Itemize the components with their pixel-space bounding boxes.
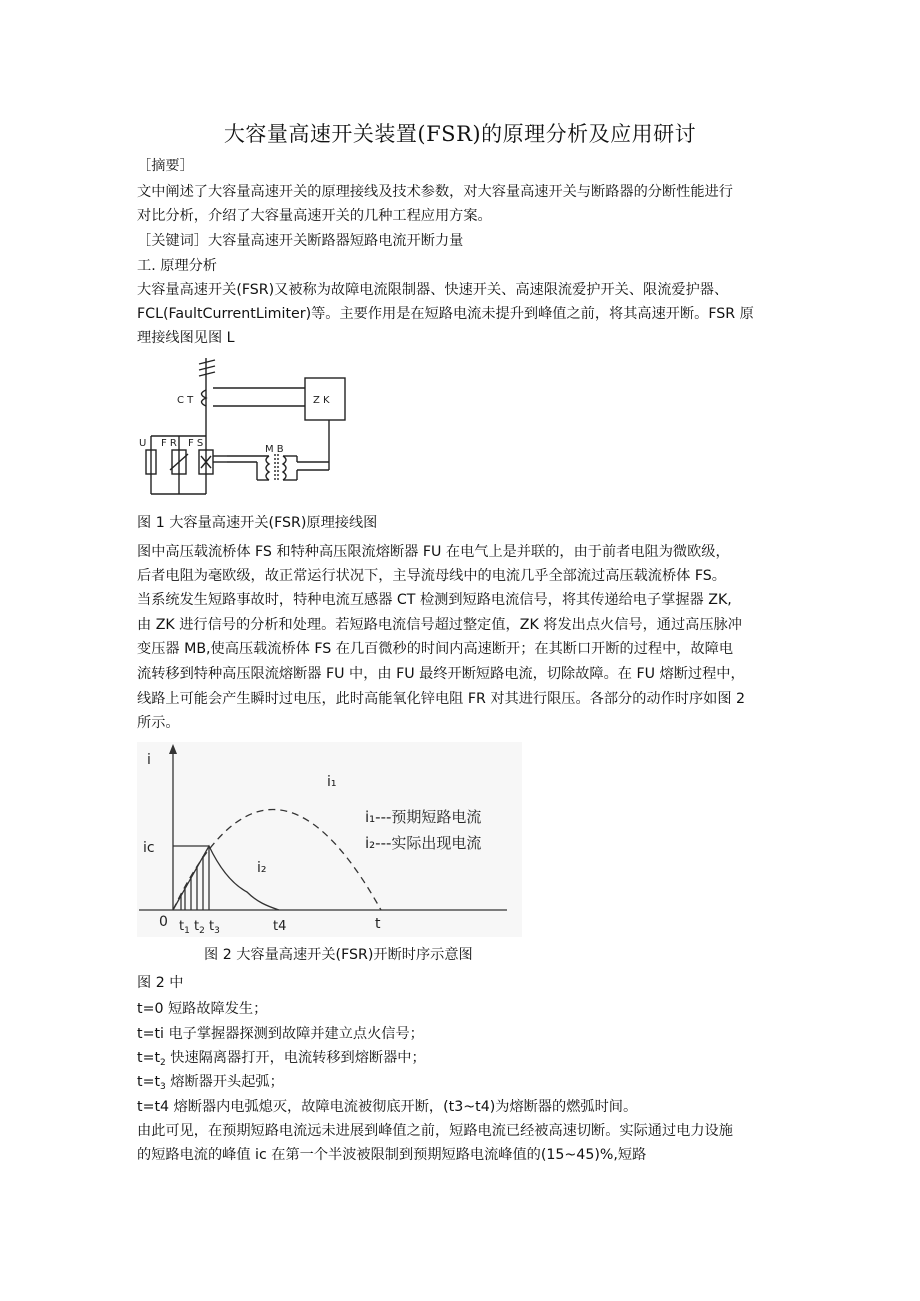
section-heading: 工. 原理分析 [137, 258, 217, 274]
figure2-timing-chart [137, 742, 522, 937]
i2-curve-label: i₂ [257, 860, 267, 876]
paragraph2-line-6: 流转移到特种高压限流熔断器 FU 中，由 FU 最终开断短路电流，切除故障。在 FU 熔断过程中， [137, 666, 745, 682]
list-item-4: $t=t_3$ 熔断器开头起弧； [137, 1074, 284, 1092]
y-axis-label: i [147, 752, 151, 768]
i1-curve-label: i₁ [327, 774, 337, 790]
u-label: U [139, 438, 147, 449]
x-axis-label: t [375, 916, 381, 932]
t3-tick-label: $t_3$ [209, 919, 220, 936]
ct-label: C T [177, 395, 194, 406]
paragraph2-line-5: 变压器 MB,使高压载流桥体 FS 在几百微秒的时间内高速断开；在其断口开断的过程中，故障电 [137, 641, 734, 657]
mb-label: M B [265, 444, 284, 455]
mb-coil-left [266, 456, 269, 480]
paper-title: 大容量高速开关装置(FSR)的原理分析及应用研讨 [223, 122, 697, 146]
list-item-5: t=t4 熔断器内电弧熄灭，故障电流被彻底开断，(t3~t4)为熔断器的燃弧时间。 [137, 1099, 638, 1115]
paragraph2-line-3: 当系统发生短路事故时，特种电流互感器 CT 检测到短路电流信号，将其传递给电子掌握器 ZK, [137, 592, 732, 608]
origin-label: 0 [159, 914, 168, 930]
t4-tick-label: t4 [273, 919, 287, 934]
ct-tick-1 [199, 360, 215, 364]
legend-i1: i₁---预期短路电流 [365, 808, 482, 826]
t1-tick-label: $t_1$ [179, 919, 190, 936]
list-item-2: t=ti 电子掌握器探测到故障并建立点火信号； [137, 1026, 424, 1042]
legend-i2: i₂---实际出现电流 [365, 834, 482, 852]
paragraph3-line-1: 由此可见，在预期短路电流远未进展到峰值之前，短路电流已经被高速切断。实际通过电力设施 [137, 1123, 733, 1139]
paragraph2-line-4: 由 ZK 进行信号的分析和处理。若短路电流信号超过整定值，ZK 将发出点火信号，通过高压脉冲 [137, 617, 742, 633]
list-item-1: t=0 短路故障发生； [137, 1001, 268, 1017]
paragraph2-line-8: 所示。 [137, 715, 180, 731]
paragraph2-line-1: 图中高压载流桥体 FS 和特种高压限流熔断器 FU 在电气上是并联的，由于前者电阻为微欧级， [137, 544, 730, 560]
paragraph2-line-7: 线路上可能会产生瞬时过电压，此时高能氧化锌电阻 FR 对其进行限压。各部分的动作时序如图 2 [137, 691, 746, 707]
ct-tick-2 [199, 366, 215, 370]
fs-label: F S [188, 438, 204, 449]
paragraph1-line-3: 理接线图见图 L [137, 330, 235, 346]
abstract-line-2: 对比分析，介绍了大容量高速开关的几种工程应用方案。 [137, 208, 492, 224]
abstract-line-1: 文中阐述了大容量高速开关的原理接线及技术参数，对大容量高速开关与断路器的分断性能进行 [137, 184, 733, 200]
paragraph1-line-1: 大容量高速开关(FSR)又被称为故障电流限制器、快速开关、高速限流爱护开关、限流爱护器、 [137, 282, 729, 298]
figure2-caption: 图 2 大容量高速开关(FSR)开断时序示意图 [204, 947, 473, 963]
list-item-3: $t=t_2$ 快速隔离器打开，电流转移到熔断器中； [137, 1050, 426, 1068]
t2-tick-label: $t_2$ [194, 919, 205, 936]
fr-label: F R [161, 438, 177, 449]
figure1-wiring-diagram [137, 358, 352, 498]
abstract-label: ［摘要］ [137, 158, 194, 174]
mb-coil-right [283, 456, 286, 480]
paragraph2-line-2: 后者电阻为毫欧级，故正常运行状况下，主导流母线中的电流几乎全部流过高压载流桥体 FS。 [137, 568, 726, 584]
figure1-caption: 图 1 大容量高速开关(FSR)原理接线图 [137, 515, 378, 531]
paragraph3-line-2: 的短路电流的峰值 ic 在第一个半波被限制到预期短路电流峰值的(15~45)%,短路 [137, 1147, 647, 1163]
ct-tick-3 [199, 372, 215, 376]
keywords: ［关键词］大容量高速开关断路器短路电流开断力量 [137, 233, 464, 249]
paragraph1-line-2: FCL(FaultCurrentLimiter)等。主要作用是在短路电流未提升到峰值之前，将其高速开断。FSR 原 [137, 306, 754, 322]
ic-label: ic [143, 840, 155, 856]
figure2-reference: 图 2 中 [137, 975, 184, 991]
zk-label: Z K [313, 395, 330, 406]
